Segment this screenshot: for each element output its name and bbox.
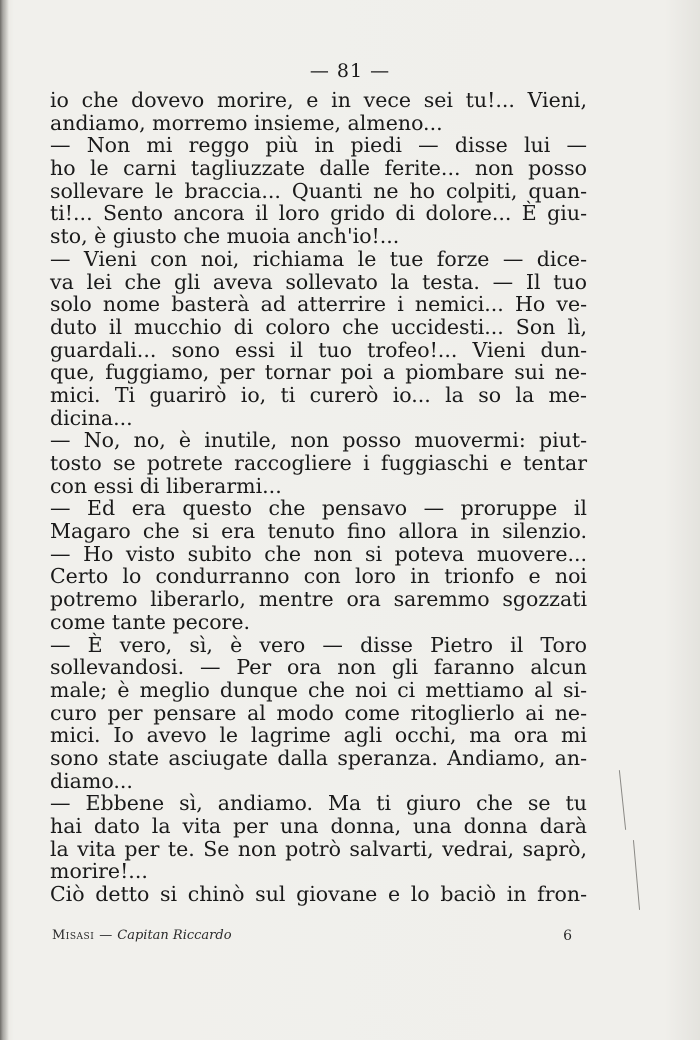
text-line: diamo... — [50, 768, 133, 793]
text-line: hai dato la vita per una donna, una donna darà — [50, 814, 587, 838]
text-line: io che dovevo morire, e in vece sei tu!... Vieni, — [50, 88, 587, 112]
text-line: — Ebbene sì, andiamo. Ma ti giuro che se tu — [50, 791, 587, 816]
body-text — [50, 89, 587, 906]
text-line: — Ed era questo che pensavo — proruppe il — [50, 496, 587, 521]
binding-shadow — [0, 0, 9, 1040]
text-line: mici. Io avevo le lagrime agli occhi, ma ora mi — [50, 723, 587, 748]
text-line: — Ho visto subito che non si poteva muovere... — [50, 541, 587, 566]
page-number: — 81 — — [309, 60, 391, 82]
text-line: curo per pensare al modo come ritoglierlo ai ne- — [50, 700, 587, 725]
text-line: sono state asciugate dalla speranza. Andiamo, an- — [50, 745, 587, 770]
running-footer — [52, 928, 572, 943]
text-line: dicina... — [50, 405, 133, 430]
footer-separator: — — [99, 928, 113, 943]
text-line: male; è meglio dunque che noi ci mettiamo al si- — [50, 677, 587, 702]
text-line: Ciò detto si chinò sul giovane e lo baciò in fron- — [50, 882, 587, 907]
text-line: con essi di liberarmi... — [50, 473, 282, 498]
text-line: andiamo, morremo insieme, almeno... — [50, 110, 443, 135]
text-line: sollevandosi. — Per ora non gli faranno alcun — [50, 655, 587, 680]
footer-author: Misasi — [52, 928, 95, 943]
scan-mark — [633, 840, 640, 910]
text-line: solo nome basterà ad atterrire i nemici... Ho ve- — [50, 292, 587, 317]
text-line: va lei che gli aveva sollevato la testa. — Il tuo — [50, 269, 587, 294]
text-line: sto, è giusto che muoia anch'io!... — [50, 224, 400, 249]
signature-mark: 6 — [563, 928, 572, 944]
text-line: la vita per te. Se non potrò salvarti, vedrai, saprò, — [50, 836, 587, 861]
text-line: — È vero, sì, è vero — disse Pietro il Toro — [50, 632, 587, 657]
text-line: mici. Ti guarirò io, ti curerò io... la so la me- — [50, 382, 587, 407]
text-line: sollevare le braccia... Quanti ne ho colpiti, quan- — [50, 178, 587, 203]
text-line: Certo lo condurranno con loro in trionfo e noi — [50, 564, 587, 589]
text-line: guardali... sono essi il tuo trofeo!... Vieni dun- — [50, 337, 587, 362]
footer-title: Capitan Riccardo — [117, 928, 232, 943]
text-line: Magaro che si era tenuto fino allora in silenzio. — [50, 519, 587, 544]
text-line: — Vieni con noi, richiama le tue forze — dice- — [50, 246, 587, 271]
scan-mark — [619, 770, 626, 830]
text-line: ho le carni tagliuzzate dalle ferite... non posso — [50, 156, 587, 181]
text-line: morire!... — [50, 859, 148, 884]
text-line: potremo liberarlo, mentre ora saremmo sgozzati — [50, 587, 587, 612]
text-line: come tante pecore. — [50, 609, 250, 634]
text-line: que, fuggiamo, per tornar poi a piombare sui ne- — [50, 360, 587, 385]
text-line: ti!... Sento ancora il loro grido di dolore... È giu- — [50, 201, 587, 226]
text-line: — No, no, è inutile, non posso muovermi: piut- — [50, 428, 587, 453]
text-line: — Non mi reggo più in piedi — disse lui — — [50, 133, 587, 158]
text-line: tosto se potrete raccogliere i fuggiaschi e tentar — [50, 451, 587, 475]
text-line: duto il mucchio di coloro che uccidesti... Son lì, — [50, 314, 587, 339]
